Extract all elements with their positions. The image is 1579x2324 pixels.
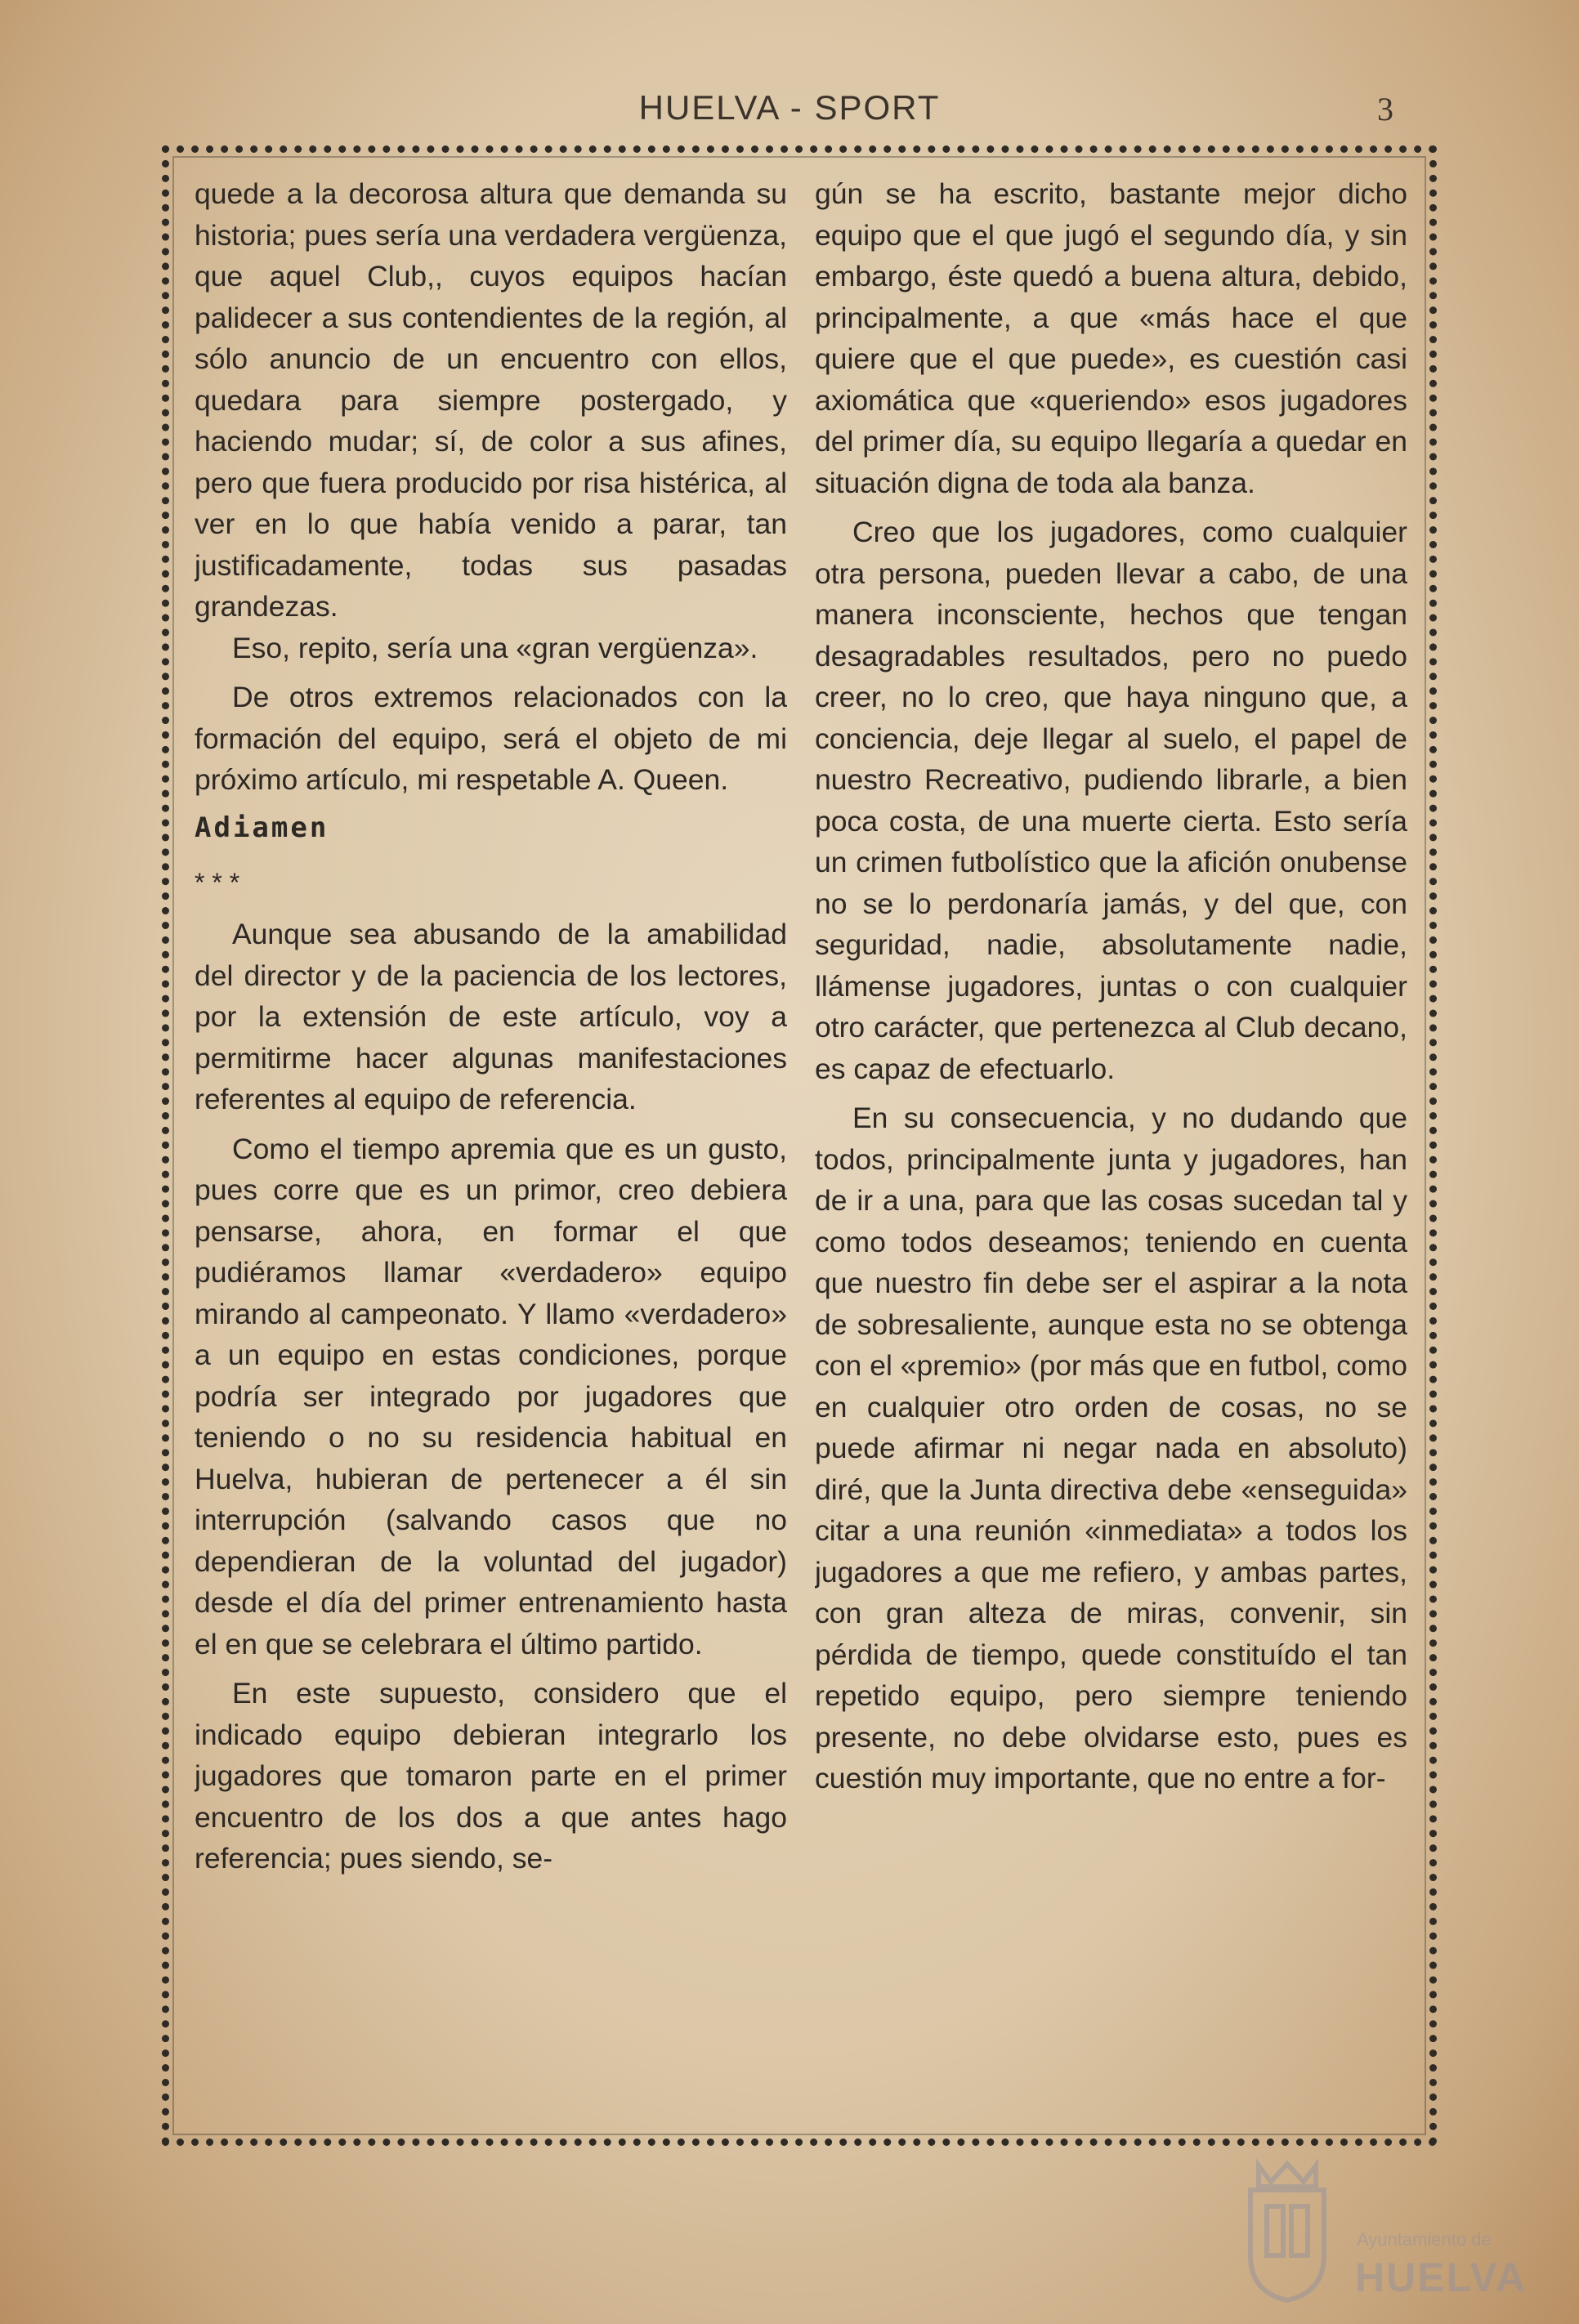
publication-title: HUELVA - SPORT [638,88,941,127]
article-paragraph: De otros extremos relacionados con la formación del equipo, será el objeto de mi próximo artículo, mi respetable A. Queen. [195,681,787,796]
left-column [195,173,787,2118]
watermark-line2: HUELVA [1355,2255,1528,2300]
article-paragraph: quede a la decorosa altura que demanda su historia; pues sería una verdadera vergüenza, que aquel Club,, cuyos equipos hacían palidecer a sus contendientes de la región, al sólo anuncio de un encuentro con ellos, quedara para siempre postergado, y haciendo mudar; sí, de color a sus afines, pero que fuera producido por risa histérica, al ver en lo que había venido a parar, tan justificadamente, todas sus pasadas grandezas. [195,177,787,623]
article-paragraph: Creo que los jugadores, como cualquier otra persona, pueden llevar a cabo, de una manera inconsciente, hechos que tengan desagradables resultados, pero no puedo creer, no lo creo, que haya ninguno que, a conciencia, deje llegar al suelo, el papel de nuestro Recreativo, pudiendo librarle, a bien poca costa, de una muerte cierta. Esto sería un crimen futbolístico que la afición onubense no se lo perdonaría jamás, y del que, con seguridad, nadie, absolutamente nadie, llámense jugadores, juntas o con cualquier otro carácter, que pertenezca al Club decano, es capaz de efectuarlo. [815,516,1407,1085]
article-paragraph: Eso, repito, sería una «gran vergüenza». [232,631,758,664]
city-coat-of-arms-icon [1234,2157,1340,2304]
article-paragraph: Como el tiempo apremia que es un gusto, pues corre que es un primor, creo debiera pensarse, ahora, en formar el que pudiéramos llamar «verdadero» equipo mirando al campeonato. Y llamo «verdadero» a un equipo en estas condiciones, porque podría ser integrado por jugadores que teniendo o no su residencia habitual en Huelva, hubieran de pertenecer a él sin interrupción (salvando casos que no dependieran de la voluntad del jugador) desde el día del primer entrenamiento hasta el en que se celebrara el último partido. [195,1132,787,1660]
archive-watermark [1234,2149,1545,2313]
page-number: 3 [1377,91,1393,127]
article-paragraph: Aunque sea abusando de la amabilidad del director y de la paciencia de los lectores, por la extensión de este artículo, voy a permitirme hacer algunas manifestaciones referentes al equipo de referencia. [195,918,787,1115]
section-separator: * * * [195,868,240,897]
article-paragraph: En su consecuencia, y no dudando que todos, principalmente junta y jugadores, han de ir a una, para que las cosas sucedan tal y como todos deseamos; teniendo en cuenta que nuestro fin debe ser el aspirar a la nota de sobresaliente, aunque esta no se obtenga con el «premio» (por más que en futbol, como en cualquier otro orden de cosas, no se puede afirmar ni negar nada en absoluto) diré, que la Junta directiva debe «enseguida» citar a una reunión «inmediata» a todos los jugadores a que me refiero, y ambas partes, con gran alteza de miras, convenir, sin pérdida de tiempo, quede constituído el tan repetido equipo, pero siempre teniendo presente, no debe olvidarse esto, pues es cuestión muy importante, que no entre a for- [815,1102,1407,1794]
article-paragraph: En este supuesto, considero que el indicado equipo debieran integrarlo los jugadores que tomaron parte en el primer encuentro de los dos a que antes hago referencia; pues siendo, se- [195,1677,787,1875]
watermark-line1: Ayuntamiento de [1357,2229,1492,2250]
article-paragraph: gún se ha escrito, bastante mejor dicho equipo que el que jugó el segundo día, y sin embargo, éste quedó a buena altura, debido, principalmente, a que «más hace el que quiere que el que puede», es cuestión casi axiomática que «queriendo» esos jugadores del primer día, su equipo llegaría a quedar en situación digna de toda ala banza. [815,177,1407,499]
right-column [815,173,1407,2118]
page-header [0,82,1579,131]
author-signature: Adiamen [195,811,329,844]
